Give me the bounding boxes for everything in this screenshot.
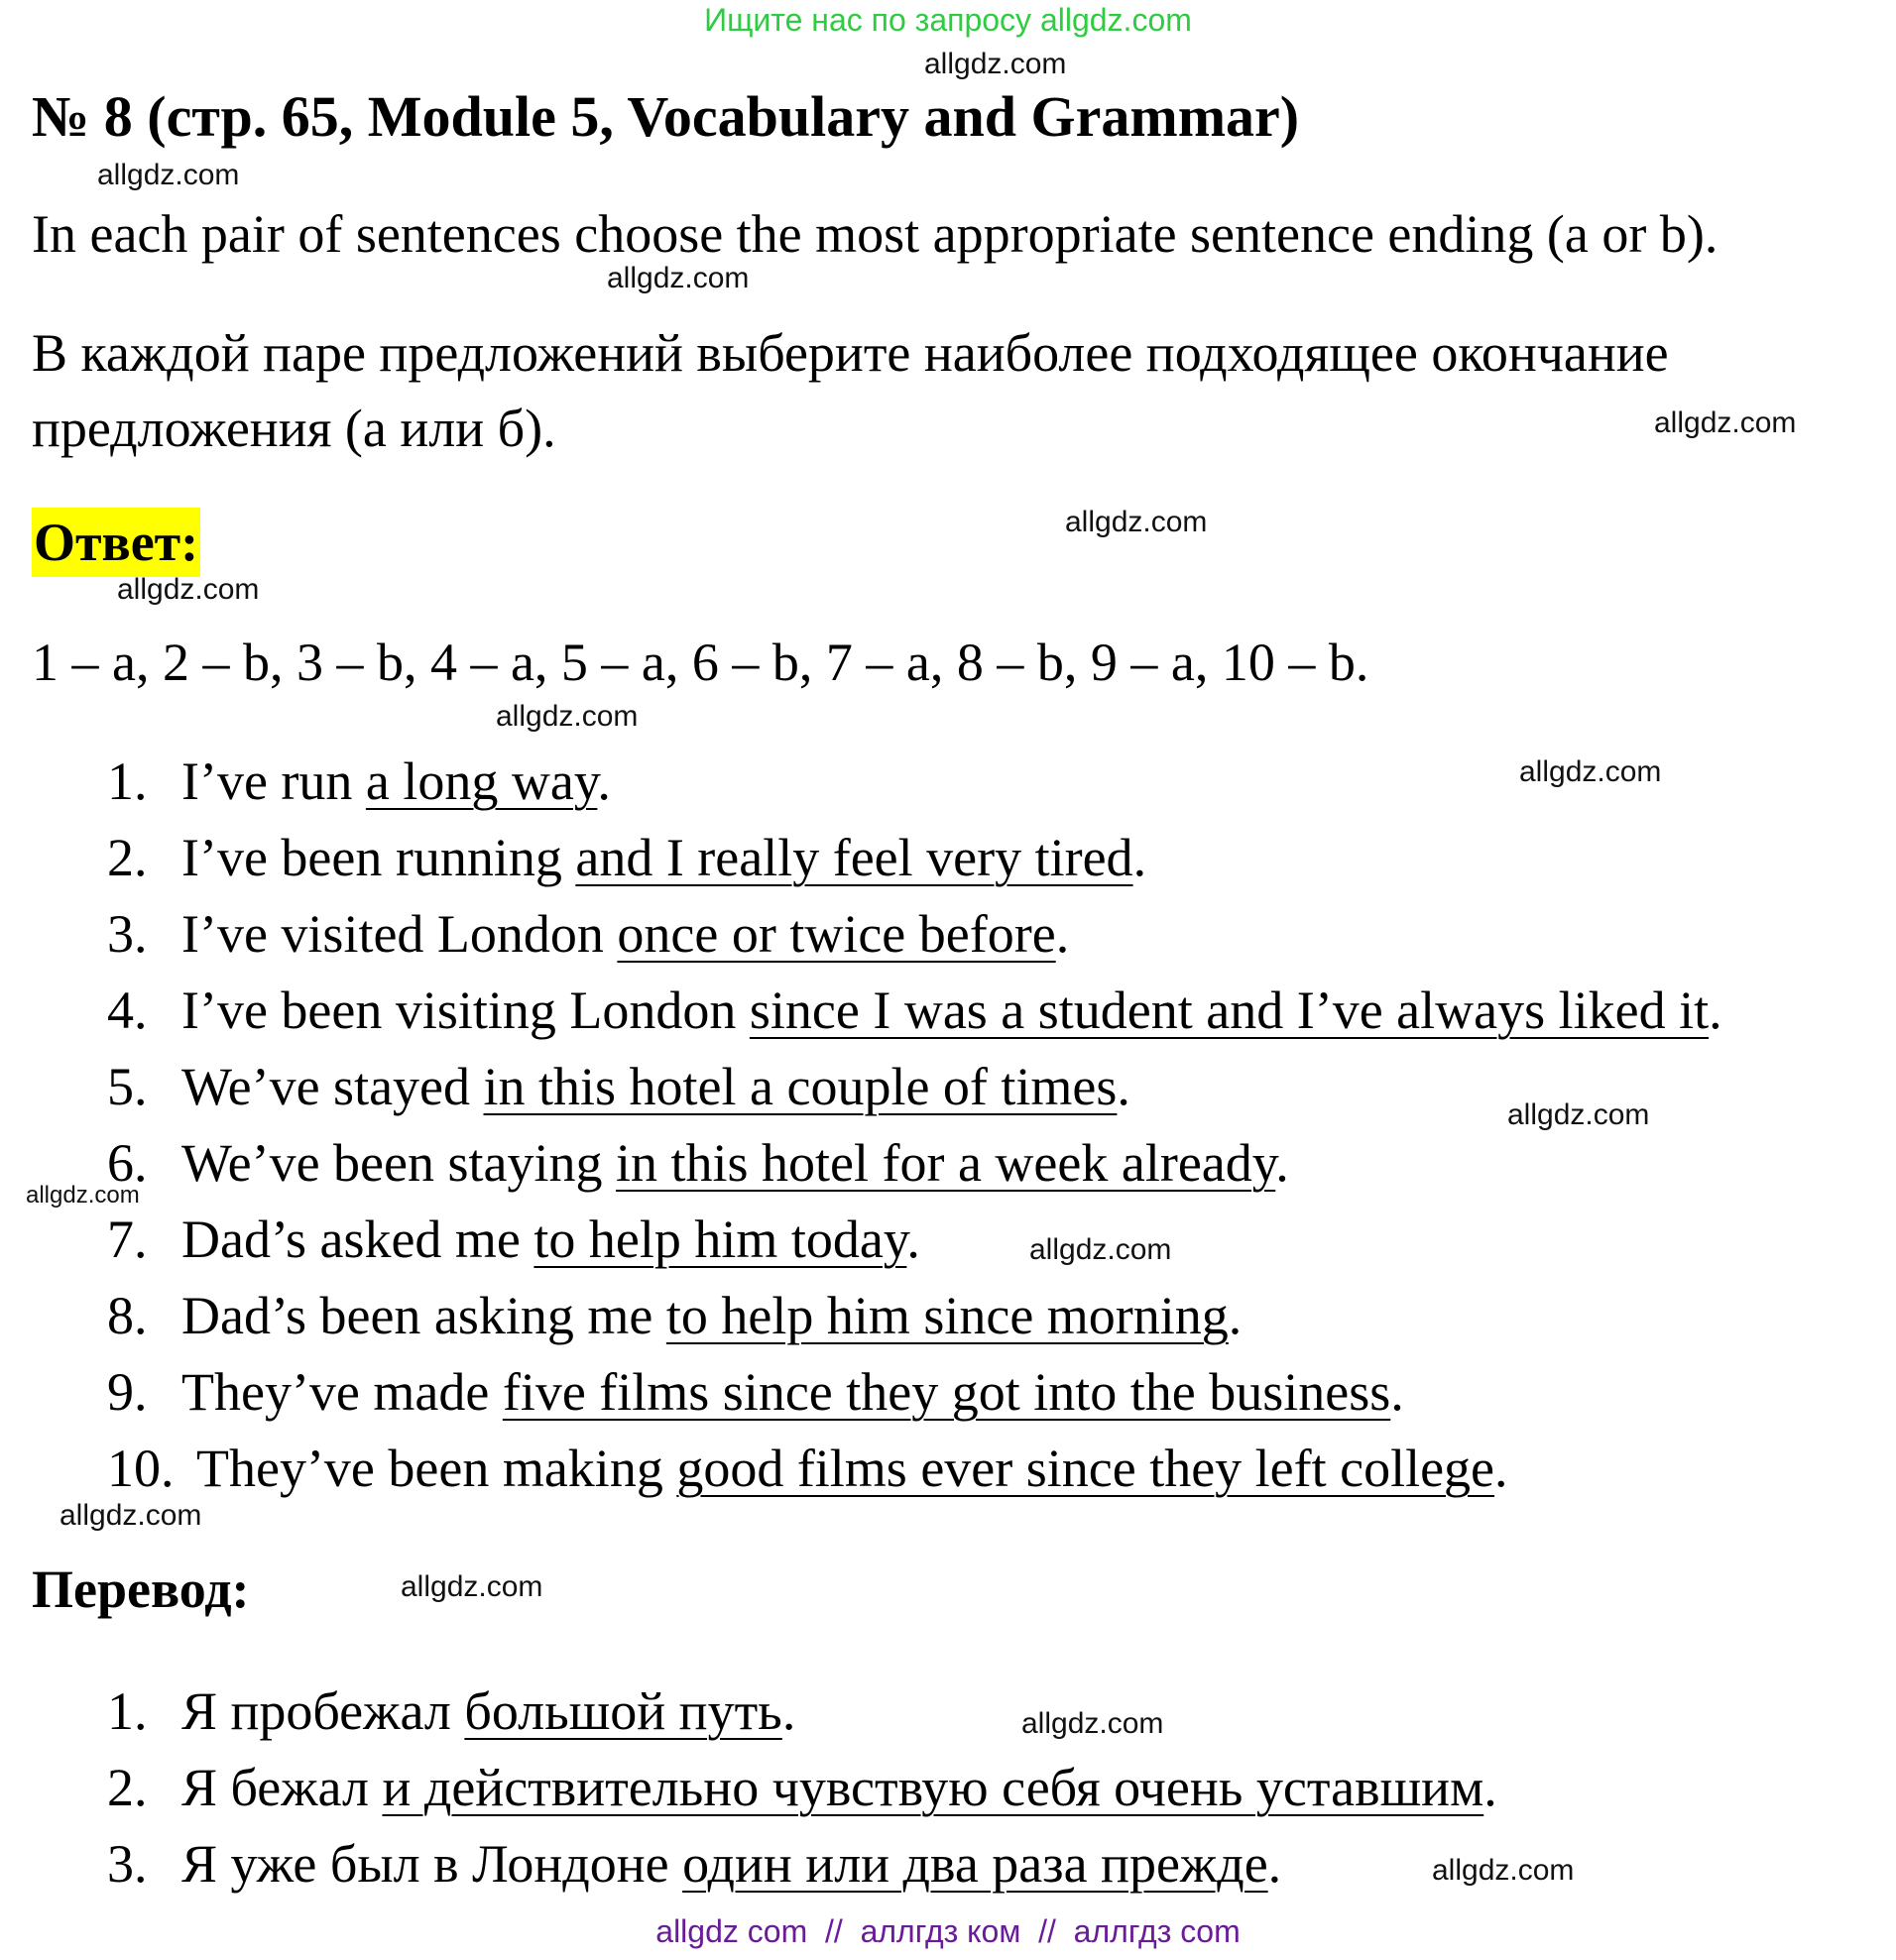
item-number: 6. [107, 1133, 148, 1193]
list-item [107, 1202, 1722, 1278]
translations-list [107, 1673, 1497, 1902]
item-number: 4. [107, 980, 148, 1040]
list-item [107, 1750, 1497, 1826]
sentence-start: We’ve been staying [181, 1133, 616, 1193]
underlined-ending: a long way [365, 751, 598, 811]
underlined-ending: и действительно чувствую себя очень уставшим [382, 1758, 1484, 1817]
underlined-ending: once or twice before [617, 904, 1056, 964]
underlined-ending: один или два раза прежде [682, 1834, 1268, 1894]
item-number: 3. [107, 1834, 148, 1894]
list-item [107, 1125, 1722, 1202]
item-number: 2. [107, 828, 148, 887]
sentence-start: They’ve been making [196, 1439, 677, 1498]
list-item [107, 1278, 1722, 1354]
item-number: 5. [107, 1057, 148, 1116]
underlined-ending: in this hotel a couple of times [483, 1057, 1118, 1116]
sentence-start: I’ve run [181, 751, 366, 811]
watermark: allgdz.com [401, 1570, 543, 1603]
item-number: 8. [107, 1286, 148, 1345]
list-item [107, 896, 1722, 973]
item-number: 2. [107, 1758, 148, 1817]
underlined-ending: good films ever since they left college [676, 1439, 1495, 1498]
sentence-end: . [1267, 1834, 1282, 1894]
item-number: 1. [107, 1681, 148, 1741]
top-banner: Ищите нас по запросу allgdz.com [704, 2, 1192, 38]
item-number: 3. [107, 904, 148, 964]
sentence-start: I’ve been running [181, 828, 576, 887]
underlined-ending: five films since they got into the business [502, 1362, 1391, 1422]
list-item [107, 973, 1722, 1049]
underlined-ending: and I really feel very tired [575, 828, 1133, 887]
sentence-start: Я уже был в Лондоне [181, 1834, 683, 1894]
sentences-list [107, 744, 1722, 1507]
item-number: 7. [107, 1210, 148, 1269]
watermark: allgdz.com [1065, 506, 1208, 538]
list-item [107, 820, 1722, 896]
sentence-end: . [1483, 1758, 1497, 1817]
instruction-russian-line-2: предложения (а или б). [32, 399, 556, 458]
item-number: 1. [107, 751, 148, 811]
watermark: allgdz.com [1519, 755, 1662, 788]
sentence-start: Я пробежал [181, 1681, 465, 1741]
underlined-ending: since I was a student and I’ve always liked it [749, 980, 1710, 1040]
watermark: allgdz.com [924, 48, 1067, 80]
sentence-end: . [1275, 1133, 1289, 1193]
instruction-english: In each pair of sentences choose the most appropriate sentence ending (a or b). [32, 204, 1718, 264]
sentence-start: I’ve visited London [181, 904, 618, 964]
list-item [107, 1049, 1722, 1125]
answers-summary: 1 – a, 2 – b, 3 – b, 4 – a, 5 – a, 6 – b, 7 – a, 8 – b, 9 – a, 10 – b. [32, 633, 1369, 692]
instruction-russian-line-1: В каждой паре предложений выберите наиболее подходящее окончание [32, 323, 1669, 383]
watermark: allgdz.com [1021, 1707, 1164, 1740]
watermark: allgdz.com [26, 1182, 140, 1209]
answer-label: Ответ: [32, 508, 200, 577]
watermark: allgdz.com [496, 700, 639, 733]
underlined-ending: in this hotel for a week already [616, 1133, 1276, 1193]
sentence-end: . [1390, 1362, 1404, 1422]
sentence-end: . [1494, 1439, 1508, 1498]
sentence-start: Я бежал [181, 1758, 383, 1817]
list-item [107, 1826, 1497, 1902]
list-item [107, 1673, 1497, 1750]
sentence-start: We’ve stayed [181, 1057, 484, 1116]
watermark: allgdz.com [1654, 406, 1797, 439]
underlined-ending: to help him since morning [665, 1286, 1229, 1345]
sentence-end: . [1132, 828, 1147, 887]
underlined-ending: to help him today [533, 1210, 907, 1269]
item-number: 9. [107, 1362, 148, 1422]
sentence-start: Dad’s asked me [181, 1210, 534, 1269]
sentence-end: . [1117, 1057, 1130, 1116]
translation-label: Перевод: [32, 1559, 250, 1619]
list-item [107, 744, 1722, 820]
list-item [107, 1354, 1722, 1431]
watermark: allgdz.com [1432, 1854, 1575, 1887]
footer: allgdz com // аллгдз ком // аллгдз com [655, 1913, 1241, 1949]
underlined-ending: большой путь [464, 1681, 782, 1741]
sentence-end: . [1055, 904, 1070, 964]
sentence-start: I’ve been visiting London [181, 980, 750, 1040]
watermark: allgdz.com [607, 262, 750, 294]
sentence-end: . [781, 1681, 796, 1741]
sentence-end: . [597, 751, 611, 811]
sentence-start: Dad’s been asking me [181, 1286, 666, 1345]
page-title: № 8 (стр. 65, Module 5, Vocabulary and Grammar) [32, 84, 1300, 149]
sentence-end: . [906, 1210, 920, 1269]
watermark: allgdz.com [1029, 1233, 1172, 1266]
watermark: allgdz.com [97, 159, 240, 191]
sentence-end: . [1709, 980, 1722, 1040]
watermark: allgdz.com [1507, 1098, 1650, 1131]
item-number: 10. [107, 1439, 175, 1498]
watermark: allgdz.com [117, 573, 260, 606]
sentence-end: . [1228, 1286, 1243, 1345]
watermark: allgdz.com [59, 1499, 202, 1532]
list-item [107, 1431, 1722, 1507]
sentence-start: They’ve made [181, 1362, 503, 1422]
